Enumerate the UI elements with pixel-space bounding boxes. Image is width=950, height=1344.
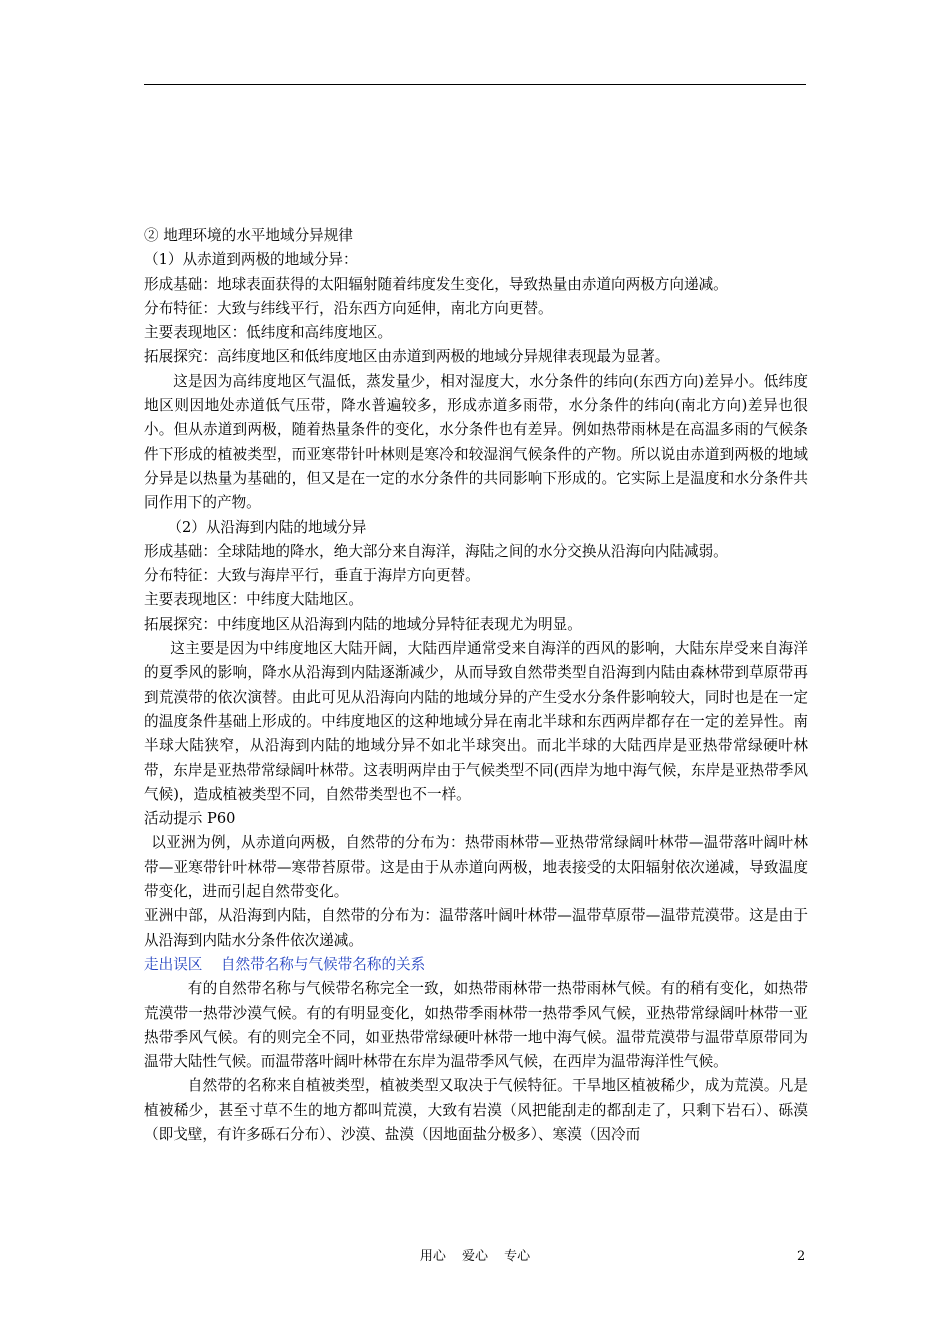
main-region-2: 主要表现地区：中纬度大陆地区。 — [144, 591, 363, 609]
section-title: ② 地理环境的水平地域分异规律 — [144, 227, 353, 244]
paragraph-explanation-2: 这主要是因为中纬度地区大陆开阔，大陆西岸通常受来自海洋的西风的影响，大陆东岸受来自海洋的夏季风的影响，降水从沿海到内陆逐渐减少，从而导致自然带类型自沿海到内陆由森林带到草原带再到荒漠带的依次演替。由此可见从沿海向内陆的地域分异的产生受水分条件影响较大，同时也是在一定的温度条件基础上形成的。中纬度地区的这种地域分异在南北半球和东西两岸都存在一定的差异性。南半球大陆狭窄，从沿海到内陆的地域分异不如北半球突出。而北半球的大陆西岸是亚热带常绿硬叶林带，东岸是亚热带常绿阔叶林带。这表明两岸由于气候类型不同(西岸为地中海气候，东岸是亚热带季风气候)，造成植被类型不同，自然带类型也不一样。 — [144, 640, 808, 803]
formation-basis-1: 形成基础：地球表面获得的太阳辐射随着纬度发生变化，导致热量由赤道向两极方向递减。 — [144, 275, 728, 293]
extended-inquiry-1: 拓展探究：高纬度地区和低纬度地区由赤道到两极的地域分异规律表现最为显著。 — [144, 348, 670, 366]
extended-inquiry-2: 拓展探究：中纬度地区从沿海到内陆的地域分异特征表现尤为明显。 — [144, 615, 582, 633]
distribution-feature-2: 分布特征：大致与海岸平行，垂直于海岸方向更替。 — [144, 567, 480, 585]
formation-basis-2: 形成基础：全球陆地的降水，绝大部分来自海洋，海陆之间的水分交换从沿海向内陆减弱。 — [144, 542, 728, 560]
distribution-feature-1: 分布特征：大致与纬线平行，沿东西方向延伸，南北方向更替。 — [144, 299, 553, 317]
document-body — [144, 224, 808, 1147]
subsection-title-1: （1）从赤道到两极的地域分异： — [144, 251, 358, 269]
page-number: 2 — [797, 1249, 806, 1264]
header-rule — [144, 84, 806, 85]
paragraph-asia-latitude: 以亚洲为例，从赤道向两极，自然带的分布为：热带雨林带—亚热带常绿阔叶林带—温带落叶阔叶林带—亚寒带针叶林带—寒带苔原带。这是由于从赤道向两极，地表接受的太阳辐射依次递减，导致温度带变化，进而引起自然带变化。 — [144, 834, 808, 901]
paragraph-explanation-1: 这是因为高纬度地区气温低，蒸发量少，相对湿度大，水分条件的纬向(东西方向)差异小。低纬度地区则因地处赤道低气压带，降水普遍较多，形成赤道多雨带，水分条件的纬向(南北方向)差异也很小。但从赤道到两极，随着热量条件的变化，水分条件也有差异。例如热带雨林是在高温多雨的气候条件下形成的植被类型，而亚寒带针叶林则是寒冷和较湿润气候条件的产物。所以说由赤道到两极的地域分异是以热量为基础的，但又是在一定的水分条件的共同影响下形成的。它实际上是温度和水分条件共同作用下的产物。 — [144, 372, 808, 512]
paragraph-asia-inland: 亚洲中部，从沿海到内陆，自然带的分布为：温带落叶阔叶林带—温带草原带—温带荒漠带。这是由于从沿海到内陆水分条件依次递减。 — [144, 907, 808, 949]
main-region-1: 主要表现地区：低纬度和高纬度地区。 — [144, 324, 393, 342]
paragraph-naming-relation: 有的自然带名称与气候带名称完全一致，如热带雨林带一热带雨林气候。有的稍有变化，如热带荒漠带一热带沙漠气候。有的有明显变化，如热带季雨林带一热带季风气候，亚热带常绿阔叶林带一亚热带季风气候。有的则完全不同，如亚热带常绿硬叶林带一地中海气候。温带荒漠带与温带草原带同为温带大陆性气候。而温带落叶阔叶林带在东岸为温带季风气候，在西岸为温带海洋性气候。 — [144, 980, 808, 1071]
paragraph-naming-origin: 自然带的名称来自植被类型，植被类型又取决于气候特征。干旱地区植被稀少，成为荒漠。凡是植被稀少，甚至寸草不生的地方都叫荒漠，大致有岩漠（风把能刮走的都刮走了，只剩下岩石）、砾漠（即戈壁，有许多砾石分布）、沙漠、盐漠（因地面盐分极多）、寒漠（因冷而 — [144, 1077, 808, 1143]
misconception-heading: 走出误区 自然带名称与气候带名称的关系 — [144, 955, 426, 973]
subsection-title-2: （2）从沿海到内陆的地域分异 — [167, 518, 367, 536]
footer-motto: 用心 爱心 专心 — [419, 1249, 531, 1264]
activity-hint: 活动提示 P60 — [144, 810, 236, 828]
